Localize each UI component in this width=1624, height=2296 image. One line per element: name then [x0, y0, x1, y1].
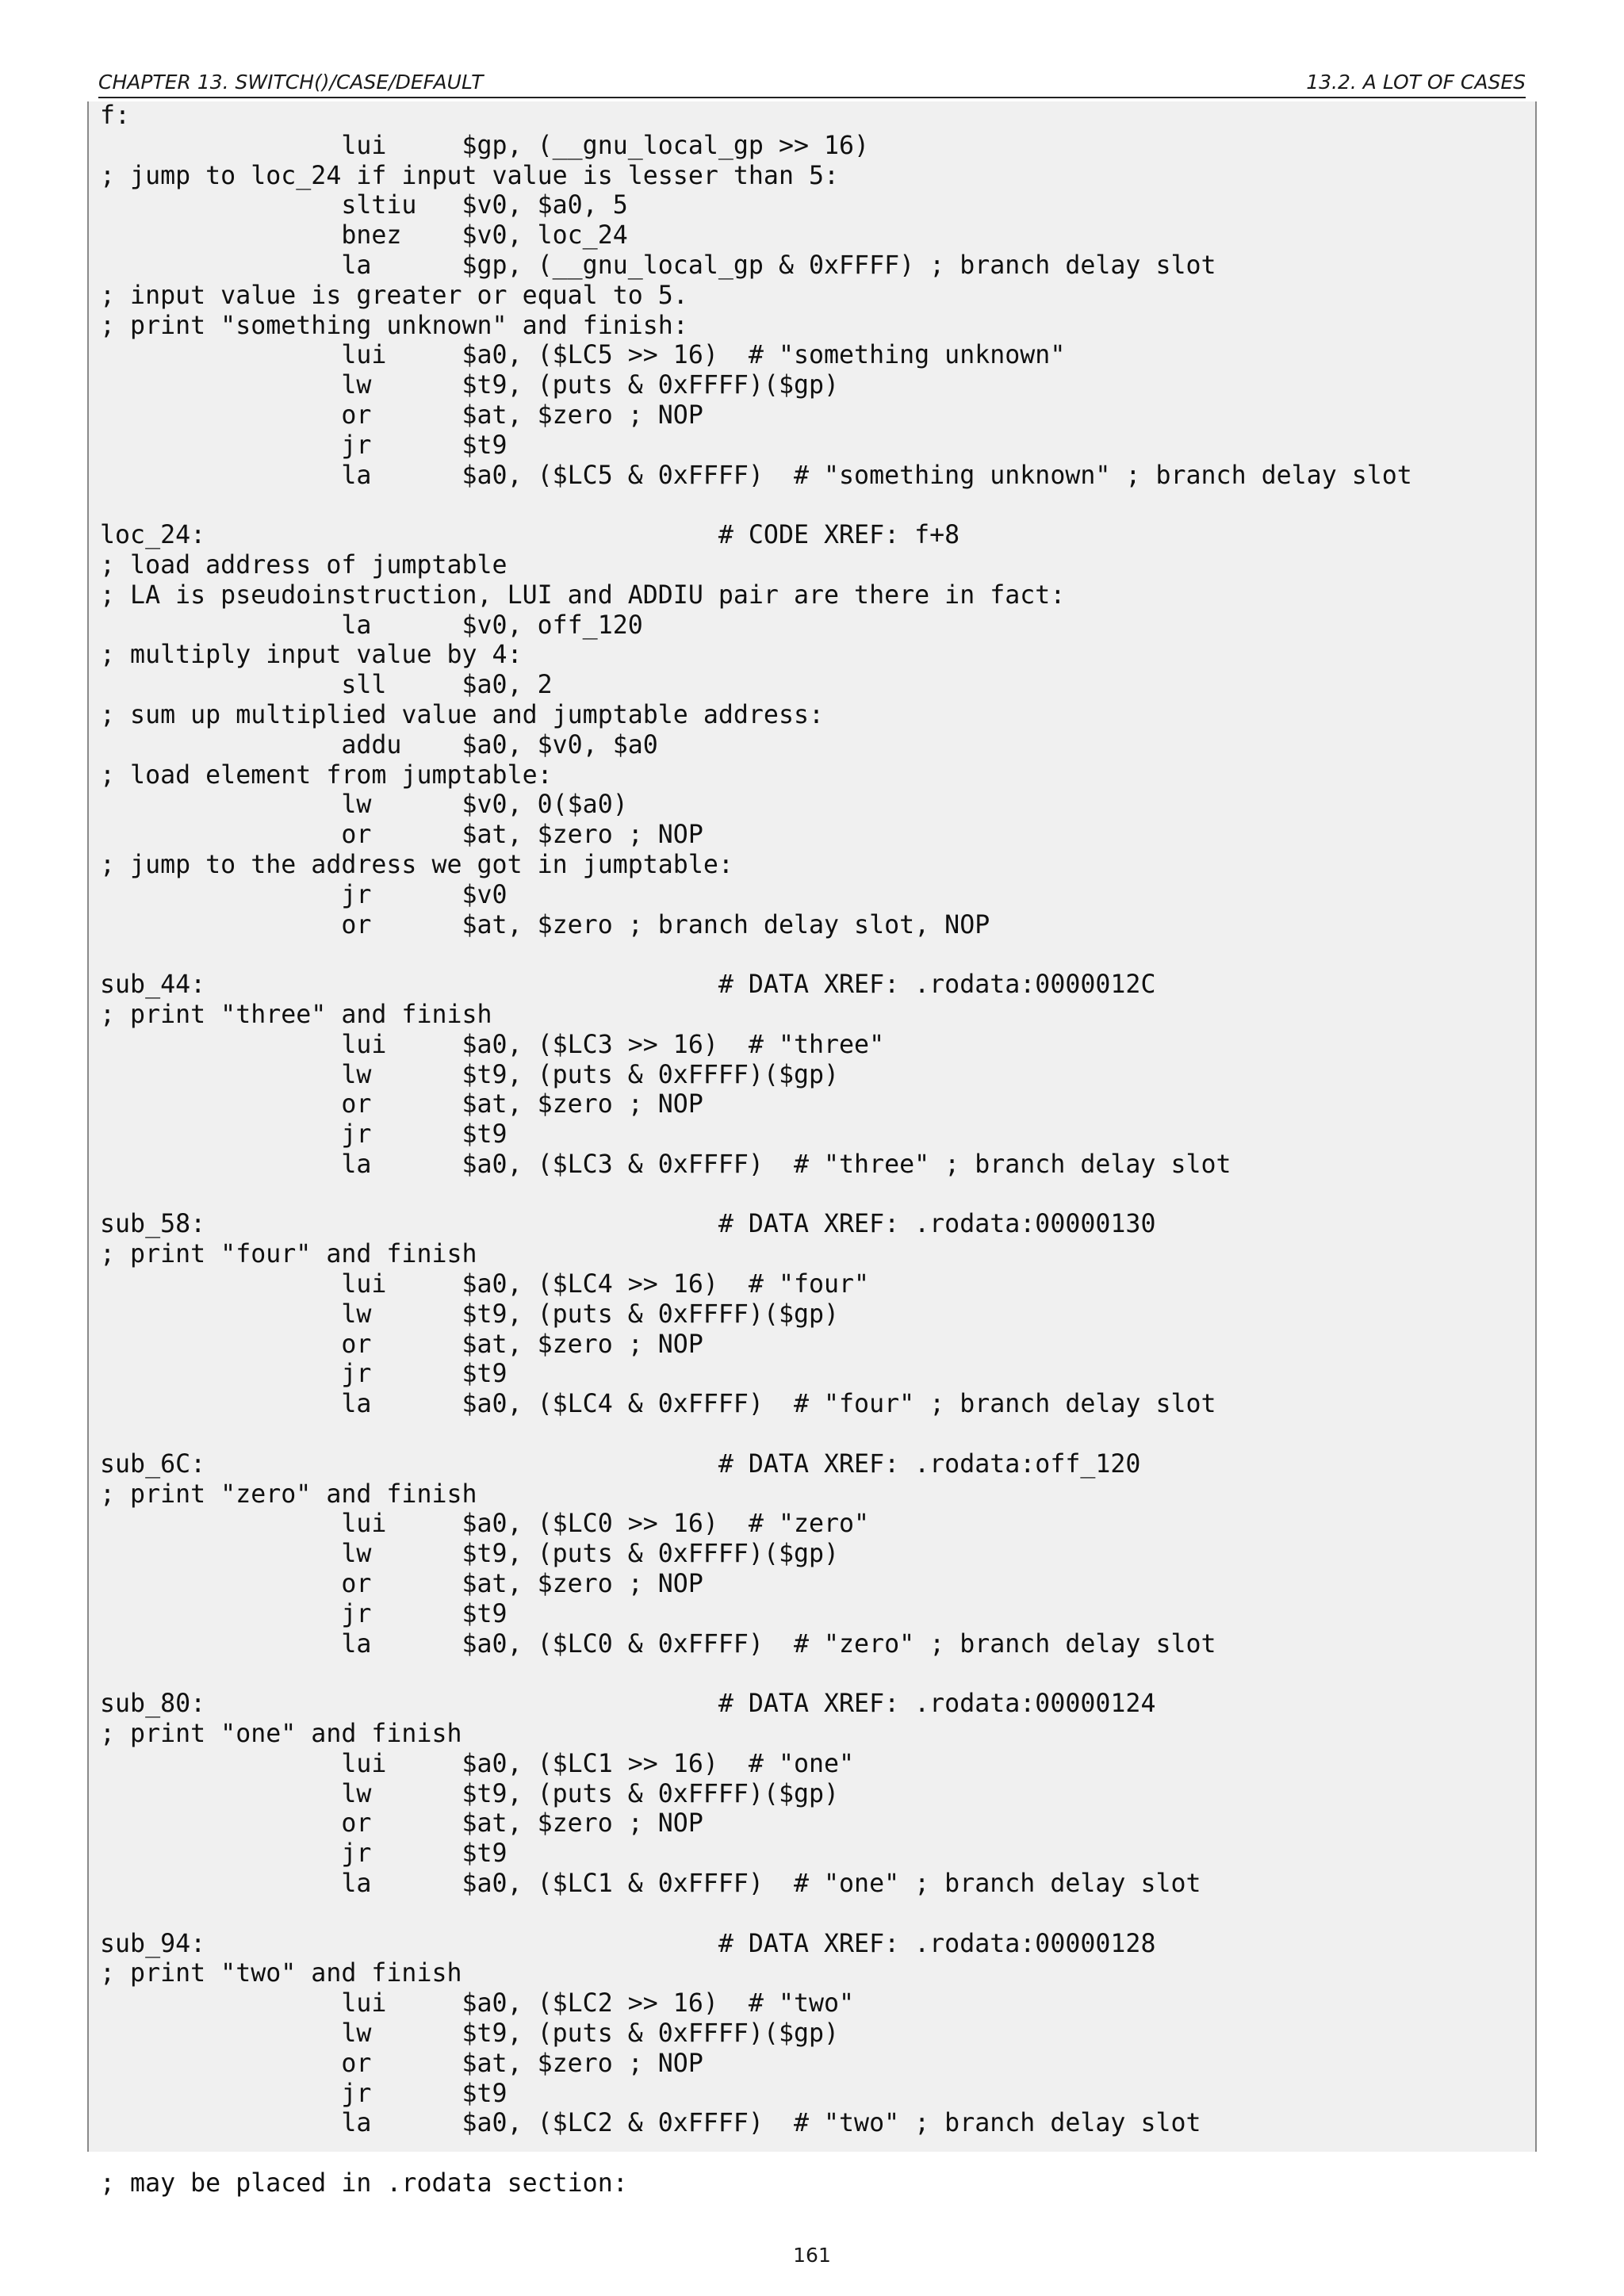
code-line: or $at, $zero ; NOP [100, 1330, 703, 1359]
code-block [89, 101, 1535, 2199]
code-line: ; input value is greater or equal to 5. [100, 281, 688, 310]
code-line: loc_24: # CODE XREF: f+8 [100, 521, 960, 550]
code-line: sub_44: # DATA XREF: .rodata:0000012C [100, 970, 1156, 1000]
code-line: lui $a0, ($LC4 >> 16) # "four" [100, 1270, 870, 1299]
code-line: ; print "something unknown" and finish: [100, 311, 688, 340]
code-line: ; load element from jumptable: [100, 760, 553, 790]
code-line: ; jump to loc_24 if input value is lesser than 5: [100, 161, 840, 190]
code-line: lw $v0, 0($a0) [100, 790, 628, 820]
code-line: la $gp, (__gnu_local_gp & 0xFFFF) ; branch delay slot [100, 251, 1216, 280]
code-line: or $at, $zero ; NOP [100, 1570, 703, 1599]
code-line: jr $t9 [100, 1120, 508, 1150]
code-line: jr $t9 [100, 1599, 508, 1628]
code-line: jr $v0 [100, 880, 508, 909]
code-line: la $a0, ($LC4 & 0xFFFF) # "four" ; branch delay slot [100, 1390, 1216, 1419]
code-line: lw $t9, (puts & 0xFFFF)($gp) [100, 1779, 840, 1808]
page-number: 161 [793, 2244, 831, 2267]
code-line [100, 1420, 1535, 1450]
code-line: sll $a0, 2 [100, 671, 553, 700]
code-line: la $a0, ($LC1 & 0xFFFF) # "one" ; branch delay slot [100, 1869, 1201, 1899]
code-line: or $at, $zero ; NOP [100, 400, 703, 430]
code-line: lui $a0, ($LC5 >> 16) # "something unknown" [100, 341, 1066, 370]
code-line: ; load address of jumptable [100, 550, 508, 580]
code-line: ; sum up multiplied value and jumptable address: [100, 700, 825, 729]
code-line: sub_58: # DATA XREF: .rodata:00000130 [100, 1210, 1156, 1239]
code-line: lw $t9, (puts & 0xFFFF)($gp) [100, 2019, 840, 2048]
code-line: sub_94: # DATA XREF: .rodata:00000128 [100, 1929, 1156, 1958]
code-line [100, 2139, 1535, 2169]
code-line: lui $a0, ($LC3 >> 16) # "three" [100, 1030, 885, 1059]
code-line: la $a0, ($LC3 & 0xFFFF) # "three" ; branch delay slot [100, 1150, 1231, 1179]
code-line: la $a0, ($LC5 & 0xFFFF) # "something unknown" ; branch delay slot [100, 461, 1412, 490]
chapter-title: CHAPTER 13. SWITCH()/CASE/DEFAULT [98, 71, 484, 94]
code-line [100, 491, 1535, 521]
code-line [100, 1900, 1535, 1930]
code-line: ; print "zero" and finish [100, 1479, 477, 1509]
code-line: jr $t9 [100, 1360, 508, 1389]
code-line [100, 940, 1535, 970]
section-title: 13.2. A LOT OF CASES [1306, 71, 1526, 94]
code-line: sub_80: # DATA XREF: .rodata:00000124 [100, 1689, 1156, 1719]
code-line: ; print "one" and finish [100, 1720, 462, 1749]
code-line: la $a0, ($LC2 & 0xFFFF) # "two" ; branch delay slot [100, 2109, 1201, 2138]
code-line: jr $t9 [100, 2079, 508, 2108]
code-line: bnez $v0, loc_24 [100, 221, 628, 251]
code-line: or $at, $zero ; NOP [100, 2049, 703, 2078]
code-line: lw $t9, (puts & 0xFFFF)($gp) [100, 1060, 840, 1089]
code-line [100, 1659, 1535, 1689]
code-line: lui $a0, ($LC0 >> 16) # "zero" [100, 1510, 870, 1539]
code-line: lui $a0, ($LC2 >> 16) # "two" [100, 1989, 855, 2019]
code-line: ; LA is pseudoinstruction, LUI and ADDIU pair are there in fact: [100, 580, 1066, 610]
code-line: ; print "two" and finish [100, 1959, 462, 1988]
code-line: sltiu $v0, $a0, 5 [100, 191, 628, 220]
code-line: or $at, $zero ; branch delay slot, NOP [100, 910, 990, 939]
code-line: or $at, $zero ; NOP [100, 1090, 703, 1119]
code-line: ; may be placed in .rodata section: [100, 2168, 628, 2198]
code-line: la $a0, ($LC0 & 0xFFFF) # "zero" ; branch delay slot [100, 1629, 1216, 1659]
code-line: or $at, $zero ; NOP [100, 821, 703, 850]
code-line: ; jump to the address we got in jumptable: [100, 850, 733, 879]
code-line: jr $t9 [100, 1839, 508, 1869]
code-line: ; print "four" and finish [100, 1240, 477, 1269]
code-line: jr $t9 [100, 430, 508, 460]
code-line: ; print "three" and finish [100, 1000, 492, 1029]
code-line: lw $t9, (puts & 0xFFFF)($gp) [100, 371, 840, 400]
code-line: lui $a0, ($LC1 >> 16) # "one" [100, 1749, 855, 1778]
code-line: sub_6C: # DATA XREF: .rodata:off_120 [100, 1449, 1141, 1479]
code-line: f: [100, 101, 131, 130]
code-line: or $at, $zero ; NOP [100, 1809, 703, 1839]
code-line: lui $gp, (__gnu_local_gp >> 16) [100, 131, 870, 160]
code-line: la $v0, off_120 [100, 610, 643, 640]
code-listing [87, 101, 1537, 2198]
code-line: ; multiply input value by 4: [100, 641, 523, 670]
code-line: lw $t9, (puts & 0xFFFF)($gp) [100, 1299, 840, 1329]
code-line: lw $t9, (puts & 0xFFFF)($gp) [100, 1540, 840, 1569]
code-line: addu $a0, $v0, $a0 [100, 730, 658, 760]
running-header [98, 68, 1526, 98]
code-line [100, 1181, 1535, 1211]
